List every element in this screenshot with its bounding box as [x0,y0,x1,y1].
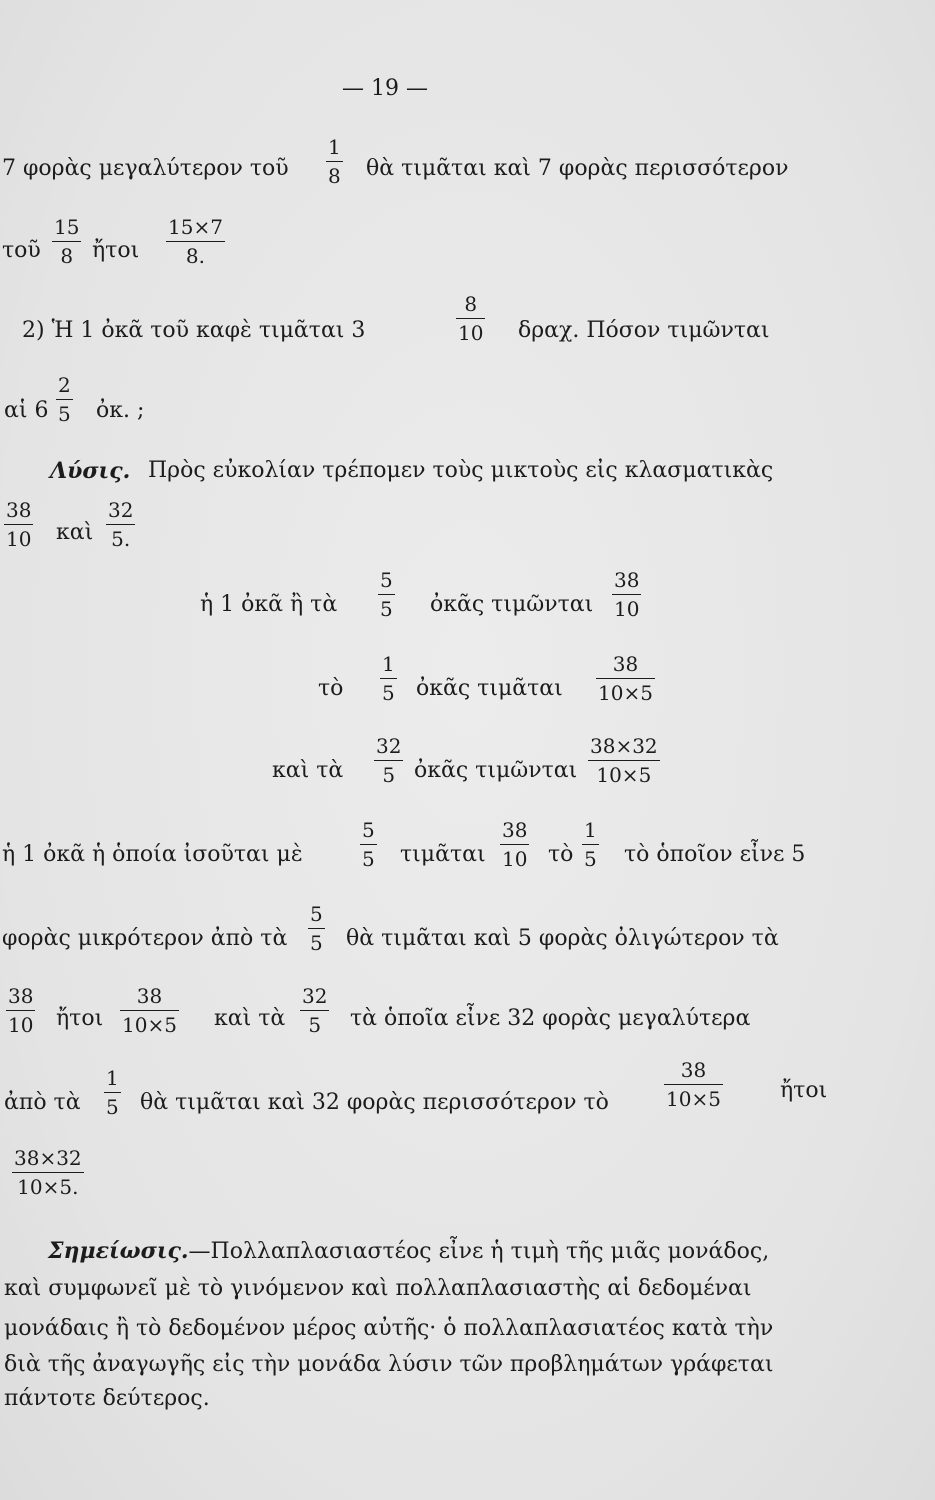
numerator: 38 [614,568,640,592]
denominator: 5 [310,931,323,955]
line-6-and: καὶ [56,520,94,545]
fraction-32-over-5 [374,734,403,787]
denominator: 10 [502,847,528,871]
line-12-mid: καὶ τὰ [214,1006,286,1031]
numerator: 8 [464,292,478,316]
solution-label: Λύσις. [50,458,131,484]
fraction-1-over-8 [326,135,343,188]
numerator: 32 [108,498,134,522]
denominator: 5 [106,1095,119,1119]
denominator: 5 [382,763,396,787]
note-line-5: πάντοτε δεύτερος. [4,1386,210,1411]
numerator: 38 [502,818,528,842]
denominator: 5 [362,847,375,871]
fraction-15x7-over-8 [166,215,225,268]
numerator: 38 [136,984,163,1008]
denominator: 10×5 [598,681,653,705]
line-1-end: θὰ τιμᾶται καὶ 7 φορὰς περισσότερον [366,156,789,181]
note-label: Σημείωσις. [48,1238,189,1264]
line-4-start: αἱ 6 [4,398,49,423]
numerator: 1 [106,1066,119,1090]
line-4-end: ὀκ. ; [96,398,145,423]
fraction-8-over-10 [456,292,485,345]
line-10-end: τὸ ὁποῖον εἶνε 5 [624,842,806,867]
numerator: 1 [382,652,395,676]
denominator: 10 [458,321,484,345]
fraction-5-over-5 [308,902,325,955]
line-13-mid: θὰ τιμᾶται καὶ 32 φορὰς περισσότερον τὸ [140,1090,609,1115]
line-1-start: 7 φορὰς μεγαλύτερον τοῦ [2,156,289,181]
line-3-end: δραχ. Πόσον τιμῶνται [518,318,770,343]
solution-text: Πρὸς εὐκολίαν τρέπομεν τοὺς μικτοὺς εἰς κλασματικὰς [148,458,774,483]
line-8-mid: ὀκᾶς τιμᾶται [416,676,563,701]
denominator: 5 [380,597,393,621]
line-2-start: τοῦ [2,238,41,263]
line-13-end: ἤτοι [780,1078,828,1103]
denominator: 8 [328,164,341,188]
numerator: 5 [380,568,393,592]
numerator: 5 [362,818,375,842]
denominator: 8. [185,244,206,268]
line-7-mid: ὀκᾶς τιμῶνται [430,592,594,617]
line-10-to: τὸ [548,842,574,867]
line-9-start: καὶ τὰ [272,758,344,783]
fraction-1-over-5 [380,652,397,705]
fraction-38-over-10x5 [120,984,179,1037]
denominator: 5 [382,681,395,705]
note-line-1 [48,1238,769,1265]
line-10-start: ἡ 1 ὀκᾶ ἡ ὁποία ἰσοῦται μὲ [2,842,303,867]
note-line-4: διὰ τῆς ἀναγωγῆς εἰς τὴν μονάδα λύσιν τῶν προβλημάτων γράφεται [4,1352,774,1377]
note-line-2: καὶ συμφωνεῖ μὲ τὸ γινόμενον καὶ πολλαπλασιαστὴς αἱ δεδομέναι [4,1276,752,1301]
denominator: 5 [584,847,597,871]
note-line-3: μονάδαις ἢ τὸ δεδομένον μέρος αὐτῆς· ὁ πολλαπλασιατέος κατὰ τὴν [4,1316,774,1341]
numerator: 5 [310,902,323,926]
fraction-1-over-5 [582,818,599,871]
fraction-38x32-over-10x5 [12,1146,84,1199]
fraction-2-over-5 [56,373,73,426]
line-11-end: θὰ τιμᾶται καὶ 5 φορὰς ὀλιγώτερον τὰ [346,926,779,951]
fraction-38x32-over-10x5 [588,734,660,787]
numerator: 32 [376,734,402,758]
numerator: 38×32 [590,734,658,758]
numerator: 32 [302,984,328,1008]
fraction-32-over-5 [300,984,329,1037]
line-13-start: ἀπὸ τὰ [4,1090,81,1115]
fraction-32-over-5 [106,498,135,551]
denominator: 10 [6,527,32,551]
note-text-1: —Πολλαπλασιαστέος εἶνε ἡ τιμὴ τῆς μιᾶς μονάδος, [188,1239,770,1264]
numerator: 38 [612,652,639,676]
fraction-38-over-10 [4,498,33,551]
line-12-end: τὰ ὁποῖα εἶνε 32 φορὰς μεγαλύτερα [350,1006,751,1031]
line-3-start: 2) Ἡ 1 ὀκᾶ τοῦ καφὲ τιμᾶται 3 [22,318,366,343]
line-2-mid: ἤτοι [92,238,140,263]
denominator: 10×5 [596,763,652,787]
denominator: 10×5 [122,1013,177,1037]
page-number: — 19 — [342,76,428,101]
numerator: 38 [6,498,32,522]
line-7-start: ἡ 1 ὀκᾶ ἢ τὰ [200,592,338,617]
denominator: 8 [60,244,74,268]
numerator: 38 [8,984,34,1008]
line-8-start: τὸ [318,676,344,701]
fraction-38-over-10 [500,818,529,871]
fraction-1-over-5 [104,1066,121,1119]
denominator: 10×5. [17,1175,79,1199]
numerator: 2 [58,373,71,397]
numerator: 38 [680,1058,707,1082]
fraction-38-over-10 [6,984,35,1037]
denominator: 5 [308,1013,322,1037]
line-9-mid: ὀκᾶς τιμῶνται [414,758,578,783]
fraction-38-over-10 [612,568,641,621]
denominator: 10×5 [666,1087,721,1111]
numerator: 1 [328,135,341,159]
denominator: 10 [614,597,640,621]
denominator: 10 [8,1013,34,1037]
fraction-5-over-5 [360,818,377,871]
numerator: 15×7 [168,215,223,239]
denominator: 5 [58,402,71,426]
fraction-38-over-10x5 [596,652,655,705]
line-10-mid: τιμᾶται [400,842,486,867]
fraction-5-over-5 [378,568,395,621]
fraction-15-over-8 [52,215,81,268]
numerator: 1 [584,818,597,842]
line-11-start: φορὰς μικρότερον ἀπὸ τὰ [2,926,288,951]
fraction-38-over-10x5 [664,1058,723,1111]
denominator: 5. [111,527,131,551]
line-12-start: ἤτοι [56,1006,104,1031]
numerator: 15 [54,215,80,239]
numerator: 38×32 [14,1146,82,1170]
